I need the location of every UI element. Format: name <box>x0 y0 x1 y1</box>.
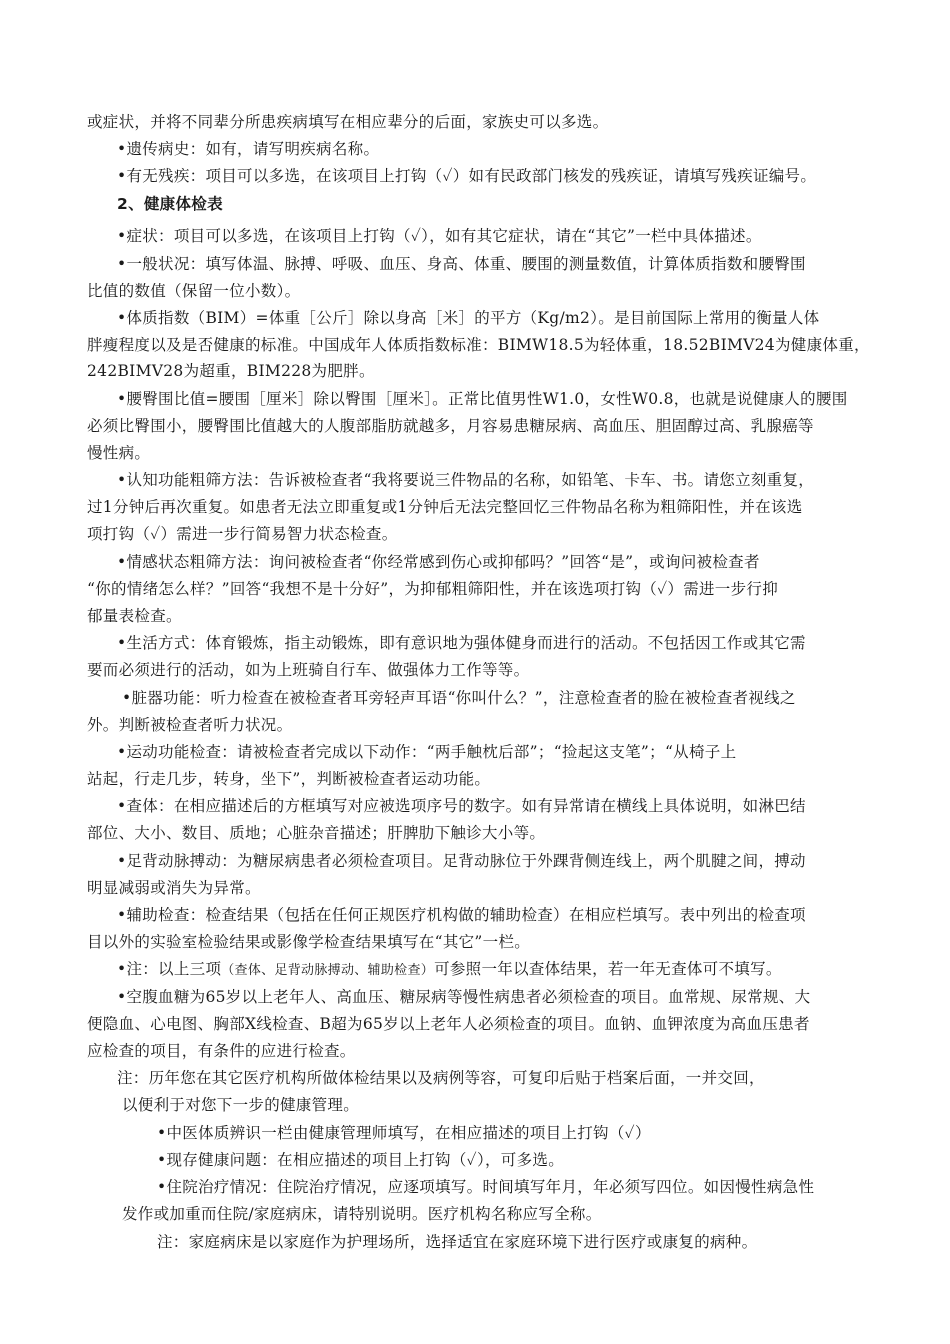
text-line: 胖瘦程度以及是否健康的标准。中国成年人体质指数标准：BIMW18.5为轻体重，18.52BIMV24为健康体重， <box>87 336 870 354</box>
text-line: 部位、大小、数目、质地；心脏杂音描述；肝脾肋下触诊大小等。 <box>87 824 546 842</box>
text-line <box>117 959 782 981</box>
text-line: 明显减弱或消失为异常。 <box>87 879 261 897</box>
text-line: •现存健康问题：在相应描述的项目上打钩（✓），可多选。 <box>157 1151 564 1169</box>
text-line: 目以外的实验室检验结果或影像学检查结果填写在“其它”一栏。 <box>87 933 531 951</box>
text-line: •认知功能粗筛方法：告诉被检查者“我将要说三件物品的名称，如铅笔、卡车、书。请您立刻重复， <box>117 471 815 489</box>
text-line: •情感状态粗筛方法：询问被检查者“你经常感到伤心或抑郁吗？”回答“是”，或询问被检查者 <box>117 553 760 571</box>
text-line: 应检查的项目，有条件的应进行检查。 <box>87 1042 356 1060</box>
text-line: •一般状况：填写体温、脉搏、呼吸、血压、身高、体重、腰围的测量数值，计算体质指数和腰臀围 <box>117 255 806 273</box>
text-line: 郁量表检查。 <box>87 607 182 625</box>
text-line: •住院治疗情况：住院治疗情况，应逐项填写。时间填写年月，年必须写四位。如因慢性病急性 <box>157 1178 815 1196</box>
text-line: •症状：项目可以多选，在该项目上打钩（✓），如有其它症状，请在“其它”一栏中具体描述。 <box>117 227 762 245</box>
text-line: •足背动脉搏动：为糖尿病患者必须检查项目。足背动脉位于外踝背侧连线上，两个肌腱之间，搏动 <box>117 852 806 870</box>
text-line: 发作或加重而住院/家庭病床，请特别说明。医疗机构名称应写全称。 <box>122 1205 602 1223</box>
text-line: •体质指数（BIM）=体重［公斤］除以身高［米］的平方（Kg/m2）。是目前国际上常用的衡量人体 <box>117 309 820 327</box>
text-line: •查体：在相应描述后的方框填写对应被选项序号的数字。如有异常请在横线上具体说明，如淋巴结 <box>117 797 806 815</box>
text-line: •空腹血糖为65岁以上老年人、高血压、糖尿病等慢性病患者必须检查的项目。血常规、尿常规、大 <box>117 988 811 1006</box>
text-line: •脏器功能：听力检查在被检查者耳旁轻声耳语“你叫什么？”，注意检查者的脸在被检查者视线之 <box>122 689 796 707</box>
text-line: 项打钩（✓）需进一步行简易智力状态检查。 <box>87 525 398 543</box>
note-tail: 可参照一年以查体结果，若一年无查体可不填写。 <box>434 960 782 978</box>
text-line: 注：家庭病床是以家庭作为护理场所，选择适宜在家庭环境下进行医疗或康复的病种。 <box>157 1233 758 1251</box>
note-lead: •注：以上三项 <box>117 960 222 978</box>
text-line: •遗传病史：如有，请写明疾病名称。 <box>117 140 380 158</box>
text-line: 242BIMV28为超重，BIM228为肥胖。 <box>87 362 375 380</box>
text-line: •运动功能检查：请被检查者完成以下动作：“两手触枕后部”；“捡起这支笔”；“从椅子上 <box>117 743 737 761</box>
text-line: •有无残疾：项目可以多选，在该项目上打钩（✓）如有民政部门核发的残疾证，请填写残疾证编号。 <box>117 167 817 185</box>
text-line: 站起，行走几步，转身，坐下”，判断被检查者运动功能。 <box>87 770 491 788</box>
section-heading: 2、健康体检表 <box>117 195 223 213</box>
text-line: 必须比臀围小，腰臀围比值越大的人腹部脂肪就越多，月容易患糖尿病、高血压、胆固醇过高、乳腺癌等 <box>87 417 814 435</box>
text-line: •腰臀围比值=腰围［厘米］除以臀围［厘米］。正常比值男性W1.0，女性W0.8，也就是说健康人的腰围 <box>117 390 848 408</box>
note-parenthetical: （查体、足背动脉搏动、辅助检查） <box>221 963 435 978</box>
text-line: 便隐血、心电图、胸部X线检查、B超为65岁以上老年人必须检查的项目。血钠、血钾浓度为高血压患者 <box>87 1015 810 1033</box>
text-line: 要而必须进行的活动，如为上班骑自行车、做强体力工作等等。 <box>87 661 530 679</box>
text-line: 慢性病。 <box>87 444 151 462</box>
text-line: 或症状，并将不同辈分所患疾病填写在相应辈分的后面，家族史可以多选。 <box>87 113 609 131</box>
text-line: •辅助检查：检查结果（包括在任何正规医疗机构做的辅助检查）在相应栏填写。表中列出的检查项 <box>117 906 806 924</box>
text-line: 以便利于对您下一步的健康管理。 <box>122 1096 360 1114</box>
text-line: 外。判断被检查者听力状况。 <box>87 716 293 734</box>
text-line: •生活方式：体育锻炼，指主动锻炼，即有意识地为强体健身而进行的活动。不包括因工作或其它需 <box>117 634 806 652</box>
text-line: 比值的数值（保留一位小数）。 <box>87 282 301 300</box>
text-line: “你的情绪怎么样？”回答“我想不是十分好”，为抑郁粗筛阳性，并在该选项打钩（✓）需进一步行抑 <box>87 580 778 598</box>
text-line: 注：历年您在其它医疗机构所做体检结果以及病例等容，可复印后贴于档案后面，一并交回， <box>117 1069 765 1087</box>
text-line: 过1分钟后再次重复。如患者无法立即重复或1分钟后无法完整回忆三件物品名称为粗筛阳性，并在该选 <box>87 498 803 516</box>
text-line: •中医体质辨识一栏由健康管理师填写，在相应描述的项目上打钩（✓） <box>157 1124 651 1142</box>
